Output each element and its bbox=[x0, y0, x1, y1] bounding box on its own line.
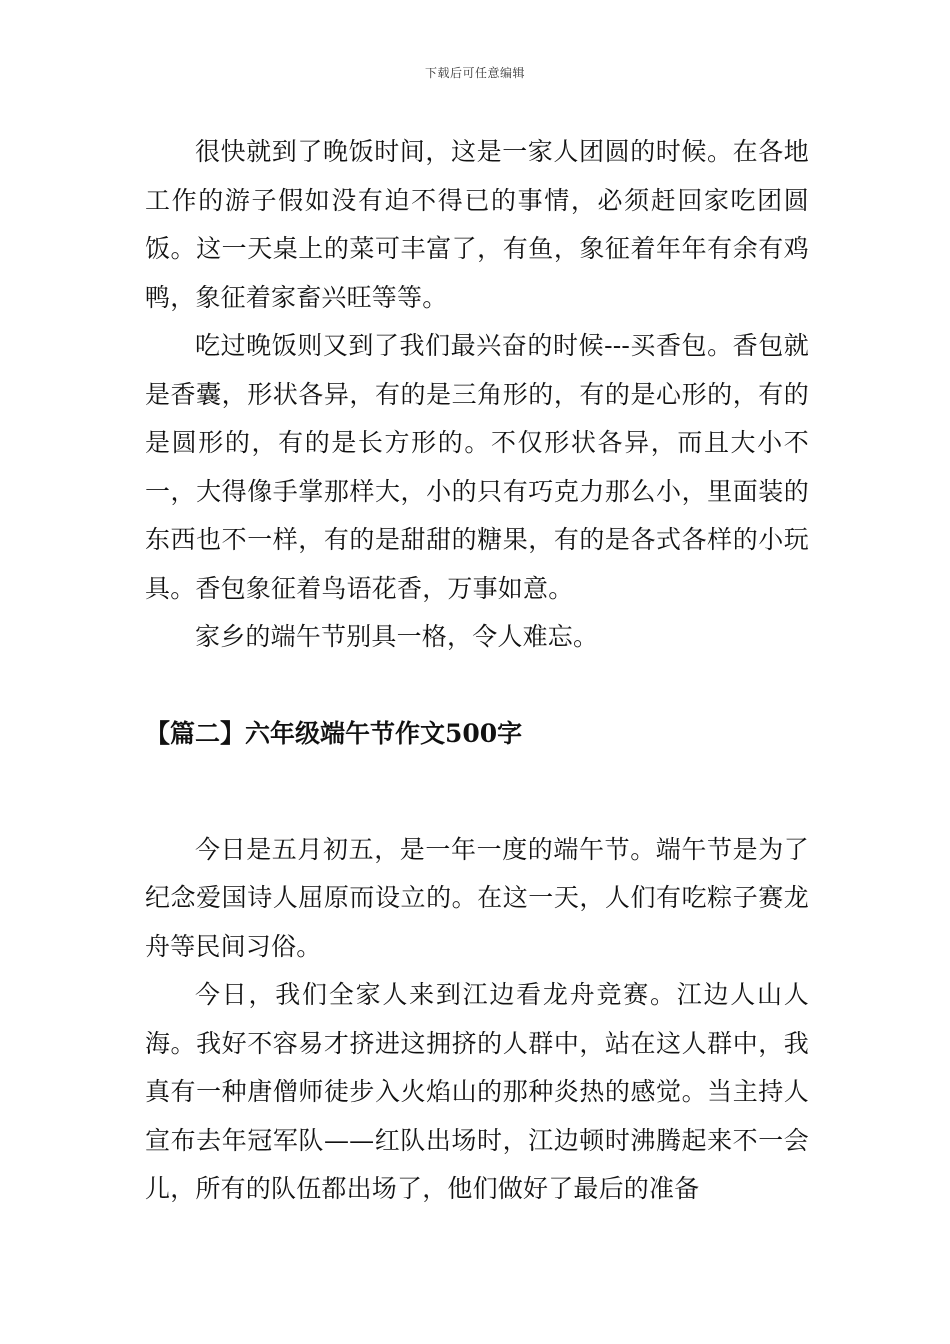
paragraph-dinner: 很快就到了晚饭时间，这是一家人团圆的时候。在各地工作的游子假如没有迫不得已的事情，必须赶回家吃团圆饭。这一天桌上的菜可丰富了，有鱼，象征着年年有余有鸡鸭，象征着家畜兴旺等等。 bbox=[145, 137, 809, 312]
section-title: 【篇二】六年级端午节作文500字 bbox=[145, 718, 523, 748]
paragraph-sachet: 吃过晚饭则又到了我们最兴奋的时候---买香包。香包就是香囊，形状各异，有的是三角形的，有的是心形的，有的是圆形的，有的是长方形的。不仅形状各异，而且大小不一，大得像手掌那样大，小的只有巧克力那么小，里面装的东西也不一样，有的是甜甜的糖果，有的是各式各样的小玩具。香包象征着鸟语花香，万事如意。 bbox=[145, 331, 809, 603]
paragraph-festival-intro: 今日是五月初五，是一年一度的端午节。端午节是为了纪念爱国诗人屈原而设立的。在这一天，人们有吃粽子赛龙舟等民间习俗。 bbox=[145, 834, 809, 961]
paragraph-dragon-boat: 今日，我们全家人来到江边看龙舟竞赛。江边人山人海。我好不容易才挤进这拥挤的人群中，站在这人群中，我真有一种唐僧师徒步入火焰山的那种炎热的感觉。当主持人宣布去年冠军队——红队出场时，江边顿时沸腾起来不一会儿，所有的队伍都出场了，他们做好了最后的准备 bbox=[145, 980, 809, 1203]
paragraph-conclusion: 家乡的端午节别具一格，令人难忘。 bbox=[195, 622, 599, 651]
page-header-note: 下载后可任意编辑 bbox=[424, 66, 525, 80]
document-body bbox=[145, 128, 809, 1214]
